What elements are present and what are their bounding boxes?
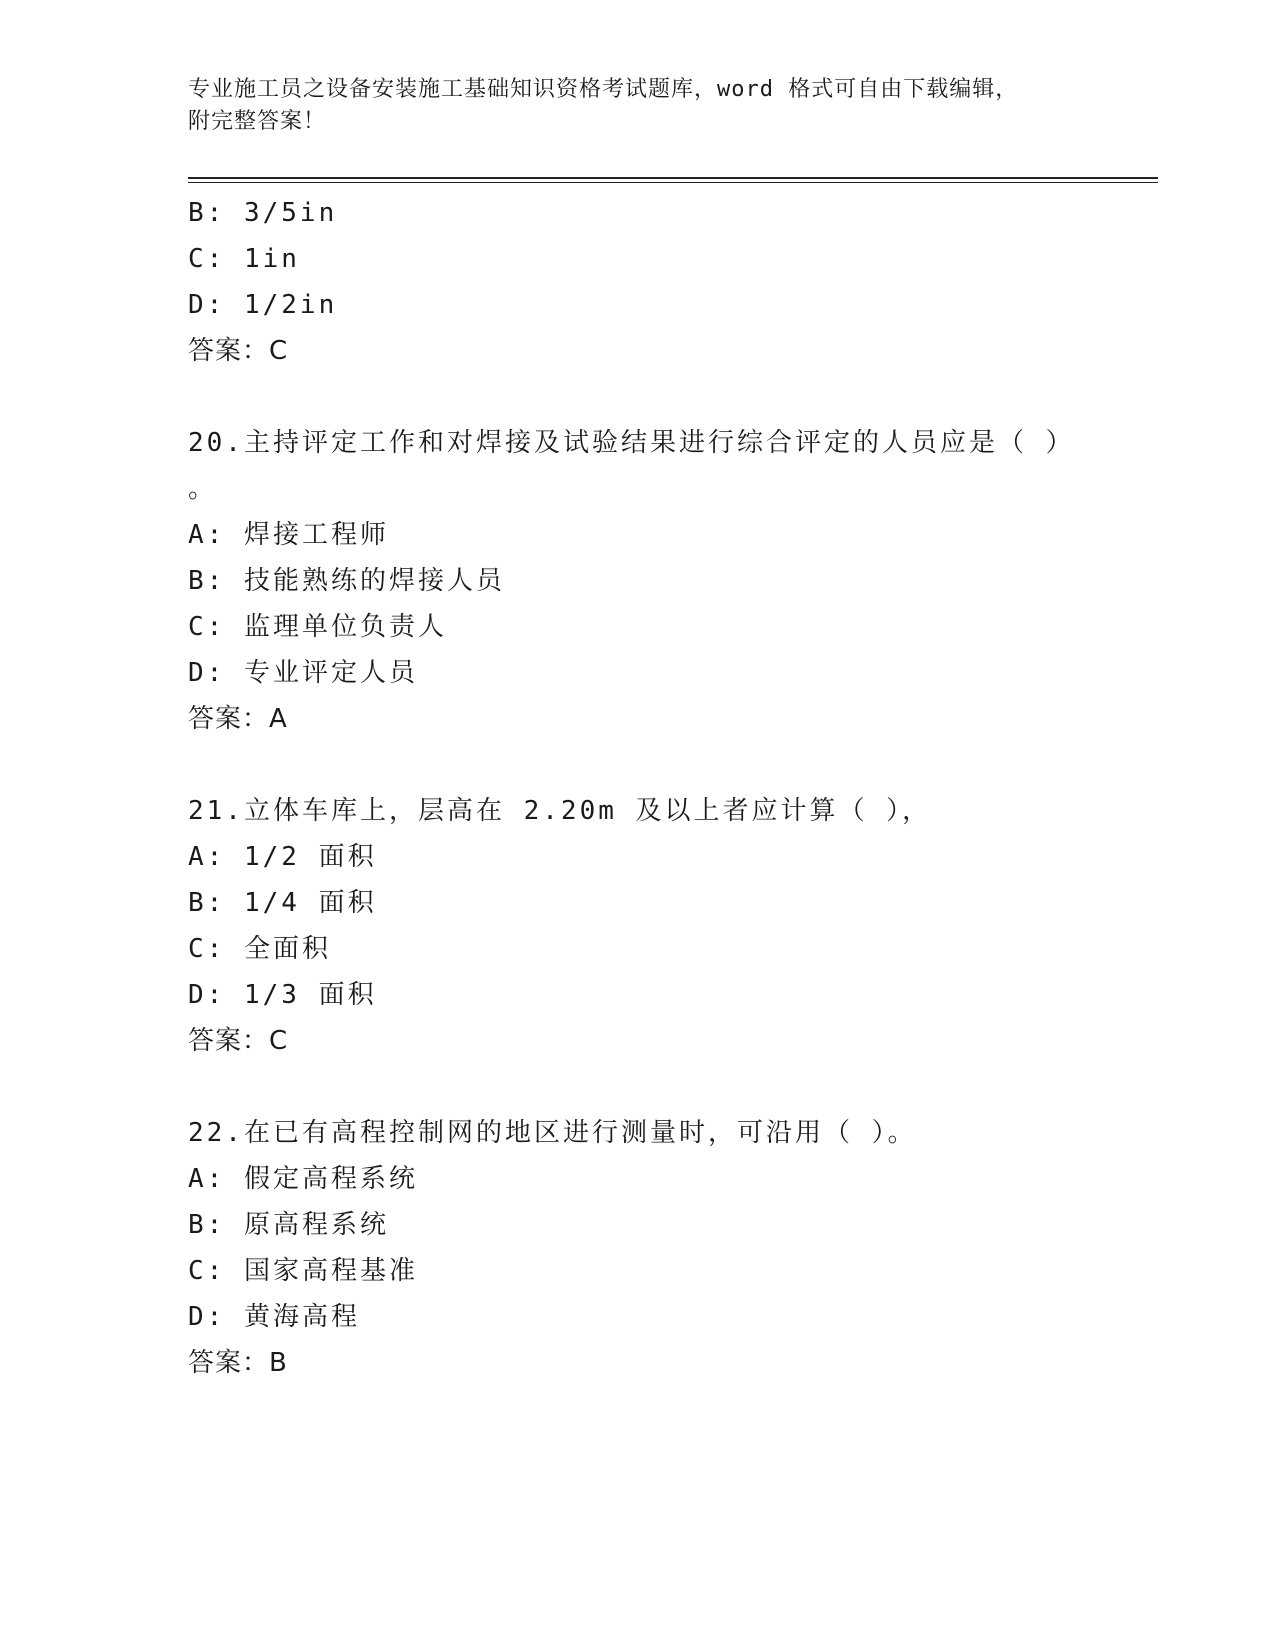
answer: 答案：C [188,336,289,366]
answer: 答案：B [188,1348,288,1378]
question-stem: 22.在已有高程控制网的地区进行测量时，可沿用（ ）。 [188,1118,917,1148]
option-b: B: 原高程系统 [188,1210,389,1240]
option-c: C: 监理单位负责人 [188,612,447,642]
option-a: A: 焊接工程师 [188,520,389,550]
header-line-1: 专业施工员之设备安装施工基础知识资格考试题库，word 格式可自由下载编辑， [188,77,1019,102]
option-b: B: 技能熟练的焊接人员 [188,566,505,596]
option-a: A: 假定高程系统 [188,1164,418,1194]
option-d: D: 专业评定人员 [188,658,418,688]
option-b: B: 3/5in [188,198,338,228]
option-c: C: 1in [188,244,300,274]
question-stem-continued: 。 [188,474,218,504]
option-c: C: 国家高程基准 [188,1256,418,1286]
option-d: D: 1/2in [188,290,338,320]
header-rule-thick [188,177,1158,179]
answer: 答案：C [188,1026,289,1056]
question-21 [188,788,1088,1064]
option-d: D: 黄海高程 [188,1302,360,1332]
question-20 [188,420,1088,742]
option-b: B: 1/4 面积 [188,888,377,918]
question-19-continued [188,190,1088,374]
document-header [188,74,1088,138]
option-a: A: 1/2 面积 [188,842,377,872]
question-stem: 20.主持评定工作和对焊接及试验结果进行综合评定的人员应是（ ） [188,428,1075,458]
question-22 [188,1110,1088,1386]
header-line-2: 附完整答案！ [188,109,327,134]
option-c: C: 全面积 [188,934,331,964]
option-d: D: 1/3 面积 [188,980,377,1010]
question-list [188,190,1088,1386]
answer: 答案：A [188,704,288,734]
header-rule-thin [188,182,1158,183]
question-stem: 21.立体车库上，层高在 2.20m 及以上者应计算（ ）， [188,796,932,826]
